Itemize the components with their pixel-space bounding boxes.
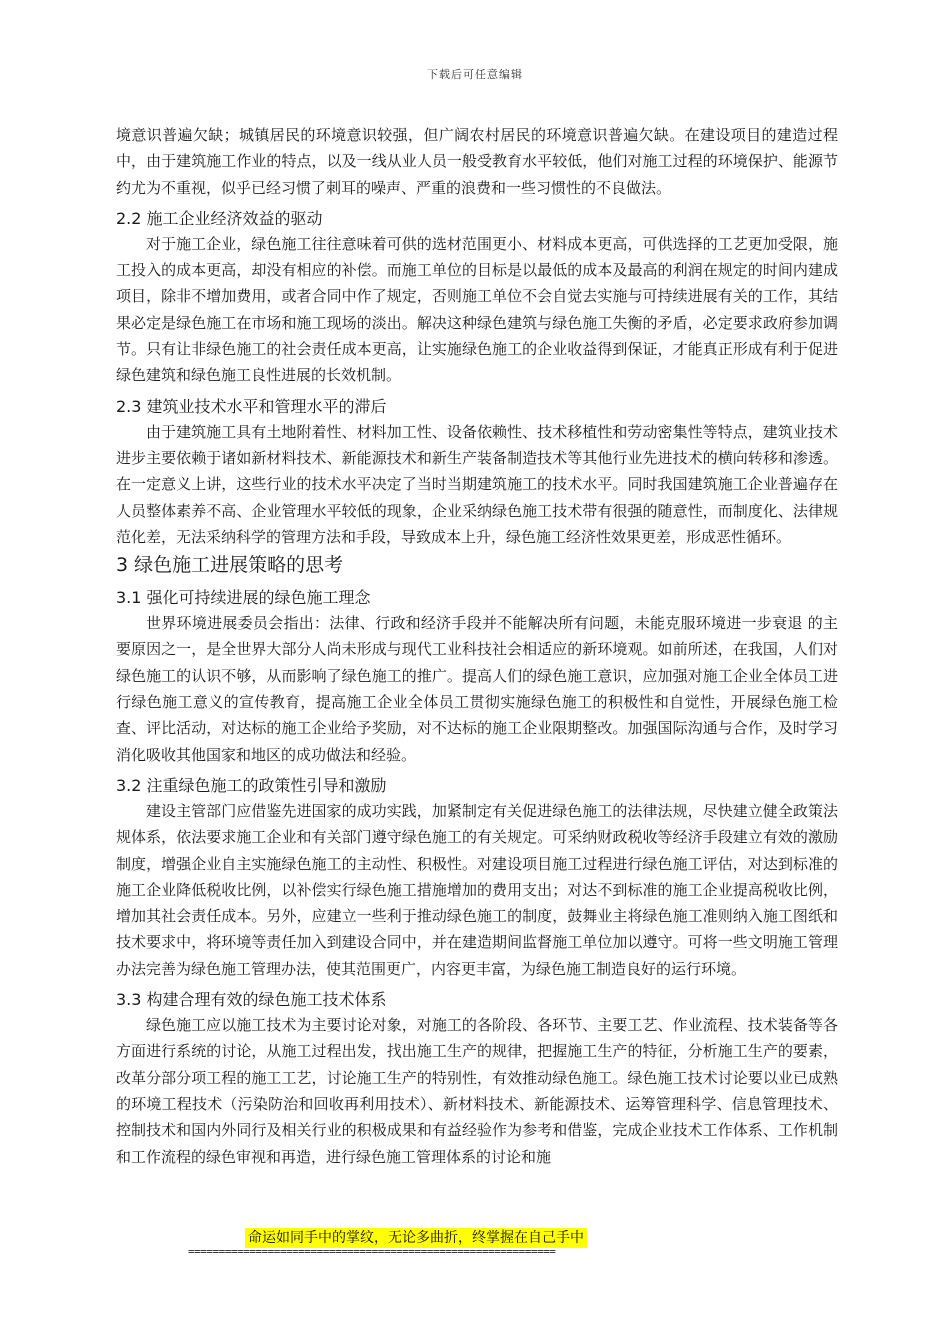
section-2-2-title: 2.2 施工企业经济效益的驱动 bbox=[116, 208, 323, 228]
section-3-2-title: 3.2 注重绿色施工的政策性引导和激励 bbox=[116, 775, 387, 795]
section-3-3-paragraph: 绿色施工应以施工技术为主要讨论对象，对施工的各阶段、各环节、主要工艺、作业流程、技术装备等各方面进行系统的讨论，从施工过程出发，找出施工生产的规律，把握施工生产的特征，分析施工生产的要素，改革分部分项工程的施工工艺，讨论施工生产的特别性，有效推动绿色施工。绿色施工技术讨论要以业已成熟的环境工程技术（污染防治和回收再利用技术）、新材料技术、新能源技术、运筹管理科学、信息管理技术、控制技术和国内外同行及相关行业的积极成果和有益经验作为参考和借鉴，完成企业技术工作体系、工作机制和工作流程的绿色审视和再造，进行绿色施工管理体系的讨论和施 bbox=[116, 1016, 838, 1166]
section-2-3-paragraph: 由于建筑施工具有土地附着性、材料加工性、设备依赖性、技术移植性和劳动密集性等特点，建筑业技术进步主要依赖于诸如新材料技术、新能源技术和新生产装备制造技术等其他行业先进技术的横向转移和渗透。在一定意义上讲，这些行业的技术水平决定了当时当期建筑施工的技术水平。同时我国建筑施工企业普遍存在人员整体素养不高、企业管理水平较低的现象，企业采纳绿色施工技术带有很强的随意性，而制度化、法律规范化差，无法采纳科学的管理方法和手段，导致成本上升，绿色施工经济性效果更差，形成恶性循环。 bbox=[116, 422, 838, 546]
page-header: 下载后可任意编辑 bbox=[427, 68, 523, 81]
document-body bbox=[116, 122, 838, 1176]
footer-motto-banner: 命运如同手中的掌纹，无论多曲折，终掌握在自己手中 bbox=[245, 1228, 587, 1248]
section-3-3-title: 3.3 构建合理有效的绿色施工技术体系 bbox=[116, 990, 387, 1010]
section-3-1-paragraph: 世界环境进展委员会指出：法律、行政和经济手段并不能解决所有问题，未能克服环境进一步衰退 的主要原因之一，是全世界大部分人尚未形成与现代工业科技社会相适应的新环境观。如前所述，在我国，人们对绿色施工的认识不够，从而影响了绿色施工的推广。提高人们的绿色施工意识，应加强对施工企业全体员工进行绿色施工意义的宣传教育，提高施工企业全体员工贯彻实施绿色施工的积极性和自觉性，开展绿色施工检查、评比活动，对达标的施工企业给予奖励，对不达标的施工企业限期整改。加强国际沟通与合作，及时学习消化吸收其他国家和地区的成功做法和经验。 bbox=[116, 614, 838, 764]
section-3-1-title: 3.1 强化可持续进展的绿色施工理念 bbox=[116, 588, 371, 608]
section-3-title: 3 绿色施工进展策略的思考 bbox=[116, 554, 344, 577]
section-3-2-paragraph: 建设主管部门应借鉴先进国家的成功实践，加紧制定有关促进绿色施工的法律法规，尽快建立健全政策法规体系，依法要求施工企业和有关部门遵守绿色施工的有关规定。可采纳财政税收等经济手段建立有效的激励制度，增强企业自主实施绿色施工的主动性、积极性。对建设项目施工过程进行绿色施工评估，对达到标准的施工企业降低税收比例，以补偿实行绿色施工措施增加的费用支出；对达不到标准的施工企业提高税收比例，增加其社会责任成本。另外，应建立一些利于推动绿色施工的制度，鼓舞业主将绿色施工准则纳入施工图纸和技术要求中，将环境等责任加入到建设合同中，并在建造期间监督施工单位加以遵守。可将一些文明施工管理办法完善为绿色施工管理办法，使其范围更广，内容更丰富，为绿色施工制造良好的运行环境。 bbox=[116, 801, 838, 978]
section-2-2-paragraph: 对于施工企业，绿色施工往往意味着可供的选材范围更小、材料成本更高，可供选择的工艺更加受限，施工投入的成本更高，却没有相应的补偿。而施工单位的目标是以最低的成本及最高的利润在规定的时间内建成项目，除非不增加费用，或者合同中作了规定，否则施工单位不会自觉去实施与可持续进展有关的工作，其结果必定是绿色施工在市场和施工现场的淡出。解决这种绿色建筑与绿色施工失衡的矛盾，必定要求政府参加调节。只有让非绿色施工的社会责任成本更高，让实施绿色施工的企业收益得到保证，才能真正形成有利于促进绿色建筑和绿色施工良性进展的长效机制。 bbox=[116, 234, 838, 385]
intro-paragraph: 境意识普遍欠缺；城镇居民的环境意识较强，但广阔农村居民的环境意识普遍欠缺。在建设项目的建造过程中，由于建筑施工作业的特点，以及一线从业人员一般受教育水平较低，他们对施工过程的环境保护、能源节约尤为不重视，似乎已经习惯了刺耳的噪声、严重的浪费和一些习惯性的不良做法。 bbox=[116, 126, 838, 197]
footer-separator-rule: ============================================================ bbox=[188, 1245, 556, 1258]
section-2-3-title: 2.3 建筑业技术水平和管理水平的滞后 bbox=[116, 396, 387, 416]
